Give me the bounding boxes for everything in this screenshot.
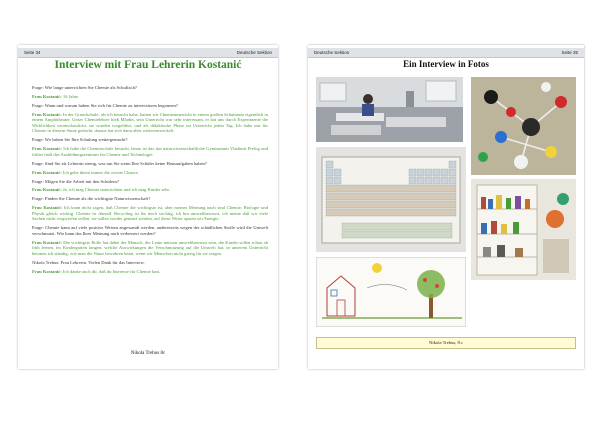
interview-question bbox=[32, 137, 268, 143]
interview-line-text: Frage: Sind Sie als Lehrerin streng, was tun Sie wenn Ihre Schüler keine Hausaufgaben haben? bbox=[32, 160, 207, 166]
interview-answer bbox=[32, 146, 268, 157]
interview-line-text: Frage: Wie lange unterrichten Sie Chemie als Schulfach? bbox=[32, 85, 137, 90]
right-page-number: Seite 35 bbox=[561, 50, 578, 55]
interview-line-text: 16 Jahre bbox=[61, 93, 79, 99]
environment-drawing bbox=[316, 257, 466, 327]
interview-line-text: Frage: Mögen Sie die Arbeit mit den Schülern? bbox=[32, 178, 119, 184]
left-page-number: Seite 34 bbox=[24, 50, 41, 55]
interview-answer bbox=[32, 240, 268, 257]
interview-answer bbox=[32, 112, 268, 134]
right-section-name: Deutsche Sektion bbox=[314, 50, 350, 55]
right-page bbox=[308, 45, 584, 369]
interview-question bbox=[32, 225, 268, 236]
speaker-label: Frau Kostanić: bbox=[32, 111, 62, 117]
photo-page-title: Ein Interview in Fotos bbox=[403, 59, 489, 69]
interview-line-text: Ich habe die Chemieschule besucht, heute ist das das naturwissenschaftliche Gymnasium Vladimir Prelog und früher hieß das Ausbildungszentrum für Chemie und Technologie. bbox=[32, 146, 268, 157]
speaker-label: Frau Kostanić: bbox=[32, 205, 63, 211]
left-page-header bbox=[18, 48, 278, 58]
speaker-label: Frau Kostanić: bbox=[32, 93, 62, 99]
photo-credit-caption: Nikola Trebus, 8.c bbox=[316, 337, 576, 349]
right-page-header bbox=[308, 48, 584, 58]
interview-line-text: Ich gebe ihnen immer die zweite Chance. bbox=[61, 169, 140, 175]
interview-line-text: Frage: Wann und warum haben Sie sich für Chemie zu interessieren begonnen? bbox=[32, 102, 178, 108]
interview-question bbox=[32, 260, 268, 266]
author-signature: Nikola Trebus 8c bbox=[130, 351, 166, 356]
interview-line-text: Ja, ich mag Chemie unterrichten und ich mag Kinder sehr. bbox=[61, 187, 170, 193]
interview-line-text: Nikola Trebus: Frau Lehrerin. Vielen Dank für das Interview. bbox=[32, 259, 145, 265]
interview-line-text: Frage: Finden Sie Chemie als die wichtigste Naturwissenschaft? bbox=[32, 196, 151, 202]
interview-line-text: Die wichtigste Rolle hat dabei der Mensch, die Leute müssen umweltbewusst sein, die Kinder sollen schon ab früh lernen, im Kindergarten fangen, welche Auswirkungen die Verschmutzung auf die Umwelt hat, in unserem Unterricht betonen ich ständig, wie man die Natur bewahren kann, wenn wir Menschen nicht gierig für sie sorgen. bbox=[32, 239, 268, 256]
speaker-label: Frau Kostanić: bbox=[32, 169, 62, 175]
interview-question bbox=[32, 179, 268, 185]
speaker-label: Frau Kostanić: bbox=[32, 268, 62, 274]
interview-answer bbox=[32, 170, 268, 176]
interview-question bbox=[32, 103, 268, 109]
interview-line-text: Frage: Wo haben Sie Ihre Schulung weitergemacht? bbox=[32, 137, 128, 143]
interview-line-text: Ich danke auch dir, daß du Interesse für Chemie hast. bbox=[61, 268, 161, 274]
interview-answer bbox=[32, 187, 268, 193]
speaker-label: Frau Kostanić: bbox=[32, 187, 62, 193]
left-section-name: Deutsche Sektion bbox=[236, 50, 272, 55]
left-page bbox=[18, 45, 278, 369]
interview-line-text: Frage: Chemie kann auf viele positive Weisen angewandt werden, andererseits wegen der schädlichen Stoffe wird die Umwelt verschmutzt. Wie kann das Ihrer Meinung nach verbessert werden? bbox=[32, 225, 268, 236]
interview-question bbox=[32, 85, 268, 91]
interview-answer bbox=[32, 205, 268, 222]
interview-answer bbox=[32, 94, 268, 100]
interview-answer bbox=[32, 269, 268, 275]
molecule-models-photo bbox=[471, 77, 576, 175]
interview-question bbox=[32, 161, 268, 167]
interview-text bbox=[32, 85, 268, 278]
interview-line-text: Ich kann nicht sagen, daß Chemie die wichtigste ist, aber meiner Meinung nach sind Chemie, Biologie und Physik gleich wichtig. Chemie ist überall. Recycling ist für mich wichtig, ich bin umweltbewusst, ich meine daß wir viele Sachen nicht wegwerfen sollen, sie sollen wieder genutzt werden, auf diese Weise sparen wir Energie. bbox=[32, 205, 268, 222]
speaker-label: Frau Kostanić: bbox=[32, 146, 62, 152]
laboratory-shelves-photo bbox=[471, 179, 576, 280]
periodic-table-photo bbox=[316, 147, 466, 252]
interview-line-text: In der Grundschule, als ich besucht habe, hatten wir Chemieunterricht in einem großen Schulraum eigentlich in einem Amphitheater. Unser Chemielehrer hieß Mladin, sein Unterricht war sehr interessant, er hat uns durch Experimente die Wirklichkeit veranschaulicht, sie wurden vorgeführt, und als didaktische Phase im Unterricht jeden Tag. Ich habe mir für Chemie in diesem Sinne gedacht, daraus hat sich dann alles weiterentwickelt. bbox=[32, 111, 268, 134]
interview-title: Interview mit Frau Lehrerin Kostanić bbox=[54, 59, 242, 71]
classroom-photo bbox=[316, 77, 463, 142]
interview-question bbox=[32, 196, 268, 202]
speaker-label: Frau Kostanić: bbox=[32, 239, 62, 245]
